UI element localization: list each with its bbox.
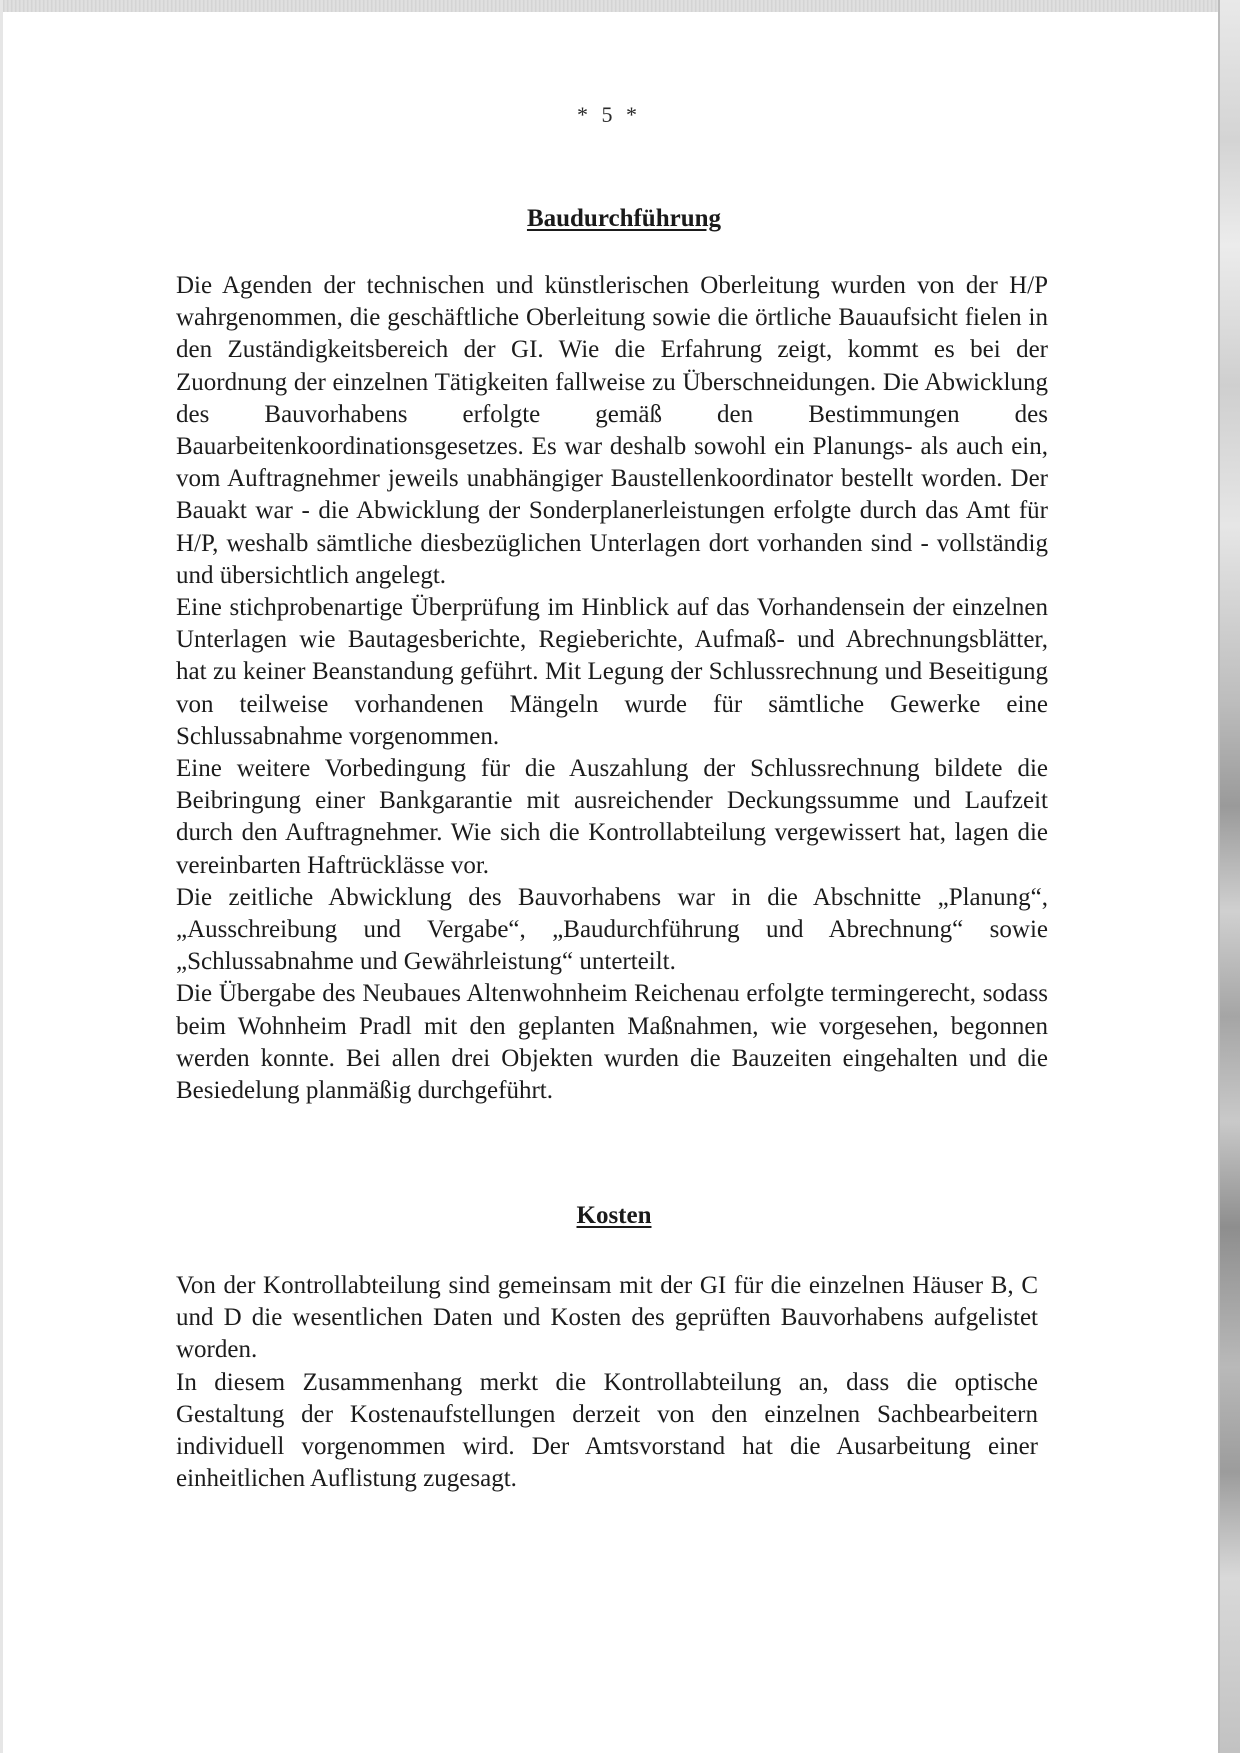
- section-heading-baudurchfuehrung: Baudurchführung: [526, 205, 722, 232]
- section-body-kosten: [176, 1270, 1038, 1495]
- paragraph: Die zeitliche Abwicklung des Bauvorhabens war in die Abschnitte „Planung“, „Ausschreibung und Vergabe“, „Baudurchführung und Abrechnung“ sowie „Schlussabnahme und Gewährleistung“ unterteilt.: [176, 883, 1048, 976]
- scan-border-right: [1220, 0, 1240, 1753]
- paragraph: Eine stichprobenartige Überprüfung im Hinblick auf das Vorhandensein der einzelnen Unterlagen wie Bautagesberichte, Regieberichte, Aufmaß- und Abrechnungsblätter, hat zu keiner Beanstandung geführt. Mit Legung der Schlussrechnung und Beseitigung von teilweise vorhandenen Mängeln wurde für sämtliche Gewerke eine Schlussabnahme vorgenommen.: [176, 594, 1048, 750]
- paragraph: In diesem Zusammenhang merkt die Kontrollabteilung an, dass die optische Gestaltung der Kostenaufstellungen derzeit von den einzelnen Sachbearbeitern individuell vorgenommen wird. Der Amtsvorstand hat die Ausarbeitung einer einheitlichen Auflistung zugesagt.: [176, 1368, 1038, 1493]
- paragraph: Eine weitere Vorbedingung für die Auszahlung der Schlussrechnung bildete die Beibringung einer Bankgarantie mit ausreichender Deckungssumme und Laufzeit durch den Auftragnehmer. Wie sich die Kontrollabteilung vergewissert hat, lagen die vereinbarten Haftrücklässe vor.: [176, 755, 1048, 879]
- page-number: * 5 *: [577, 102, 641, 127]
- paragraph: Von der Kontrollabteilung sind gemeinsam mit der GI für die einzelnen Häuser B, C und D die wesentlichen Daten und Kosten des geprüften Bauvorhabens aufgelistet worden.: [176, 1272, 1038, 1364]
- section-heading-kosten: Kosten: [576, 1202, 652, 1229]
- paragraph: Die Agenden der technischen und künstlerischen Oberleitung wurden von der H/P wahrgenommen, die geschäftliche Oberleitung sowie die örtliche Bauaufsicht fielen in den Zuständigkeitsbereich der GI. Wie die Erfahrung zeigt, kommt es bei der Zuordnung der einzelnen Tätigkeiten fallweise zu Überschneidungen. Die Abwicklung des Bauvorhabens erfolgte gemäß den Bestimmungen des Bauarbeitenkoordinationsgesetzes. Es war deshalb sowohl ein Planungs- als auch ein, vom Auftragnehmer jeweils unabhängiger Baustellenkoordinator bestellt worden. Der Bauakt war - die Abwicklung der Sonderplanerleistungen erfolgte durch das Amt für H/P, weshalb sämtliche diesbezüglichen Unterlagen dort vorhanden sind - vollständig und übersichtlich angelegt.: [176, 272, 1048, 589]
- paragraph: Die Übergabe des Neubaues Altenwohnheim Reichenau erfolgte termingerecht, sodass beim Wohnheim Pradl mit den geplanten Maßnahmen, wie vorgesehen, begonnen werden konnte. Bei allen drei Objekten wurden die Bauzeiten eingehalten und die Besiedelung planmäßig durchgeführt.: [176, 980, 1048, 1105]
- section-body-baudurchfuehrung: [176, 270, 1048, 1107]
